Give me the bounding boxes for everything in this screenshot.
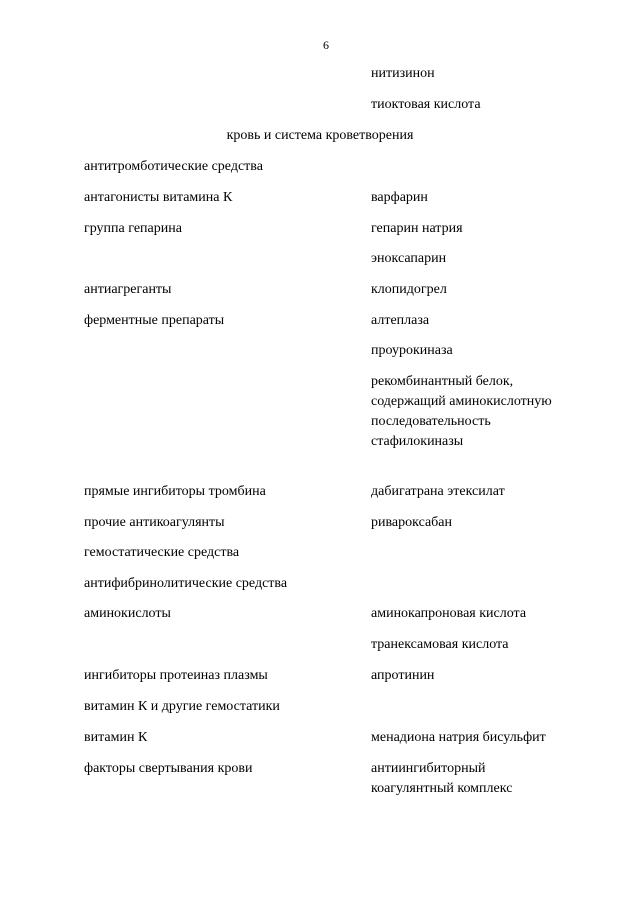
section-heading: кровь и система кроветворения — [226, 128, 414, 143]
group-label: витамин К — [84, 730, 148, 745]
drug-name: ривароксабан — [371, 515, 453, 530]
drug-name: менадиона натрия бисульфит — [371, 730, 546, 745]
group-label: ингибиторы протеиназ плазмы — [84, 668, 268, 683]
drug-name: апротинин — [371, 668, 435, 683]
drug-name: аминокапроновая кислота — [371, 606, 527, 621]
group-heading: гемостатические средства — [84, 545, 240, 560]
drug-name: алтеплаза — [371, 313, 430, 328]
drug-name: клопидогрел — [371, 282, 447, 297]
group-heading: антифибринолитические средства — [84, 576, 288, 591]
group-label: антагонисты витамина К — [84, 190, 233, 205]
drug-name: транексамовая кислота — [371, 637, 509, 652]
group-label: антиагреганты — [84, 282, 172, 297]
drug-name: гепарин натрия — [371, 221, 463, 236]
page-number: 6 — [323, 38, 329, 52]
drug-name: тиоктовая кислота — [371, 97, 481, 112]
drug-name-multiline: антиингибиторный коагулянтный комплекс — [371, 761, 513, 796]
drug-name: нитизинон — [371, 66, 435, 81]
drug-name: дабигатрана этексилат — [371, 484, 505, 499]
drug-name: проурокиназа — [371, 343, 453, 358]
drug-name-multiline: рекомбинантный белок, содержащий аминокислотную последовательность стафилокиназы — [371, 374, 552, 449]
group-label: группа гепарина — [84, 221, 182, 236]
group-label: факторы свертывания крови — [84, 761, 253, 776]
drug-name: варфарин — [371, 190, 428, 205]
group-heading: витамин К и другие гемостатики — [84, 699, 280, 714]
group-label: ферментные препараты — [84, 313, 225, 328]
group-heading: антитромботические средства — [84, 159, 263, 174]
group-label: прямые ингибиторы тромбина — [84, 484, 266, 499]
drug-name: эноксапарин — [371, 251, 447, 266]
group-label: прочие антикоагулянты — [84, 515, 225, 530]
group-label: аминокислоты — [84, 606, 171, 621]
